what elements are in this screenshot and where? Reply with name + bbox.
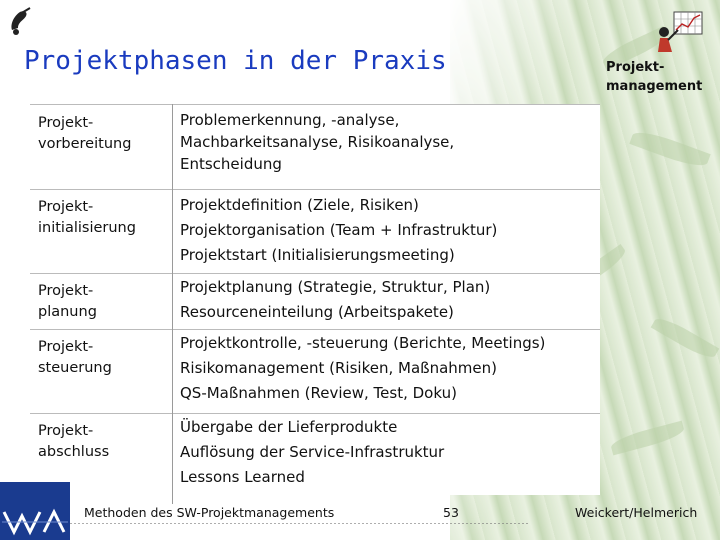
task-item: Projektstart (Initialisierungsmeeting)	[180, 246, 455, 264]
table-row	[30, 413, 600, 495]
phase-name	[38, 281, 168, 323]
corner-label-line1: Projekt-	[606, 60, 665, 75]
table-row	[30, 273, 600, 330]
phase-name	[38, 113, 168, 155]
footer-page-number: 53	[443, 505, 459, 520]
institute-logo	[0, 482, 70, 540]
task-item: Risikomanagement (Risiken, Maßnahmen)	[180, 359, 497, 377]
task-item: Projektorganisation (Team + Infrastruktur)	[180, 221, 498, 239]
phase-name-line2: steuerung	[38, 360, 112, 376]
pencil-hand-icon	[6, 6, 34, 36]
column-divider	[172, 104, 173, 504]
task-item: Auflösung der Service-Infrastruktur	[180, 443, 445, 461]
task-item: QS-Maßnahmen (Review, Test, Doku)	[180, 384, 457, 402]
phase-name	[38, 337, 168, 379]
phase-tasks	[180, 193, 610, 268]
page-title: Projektphasen in der Praxis	[24, 46, 447, 76]
phase-name-line2: abschluss	[38, 444, 110, 460]
corner-label-line2: management	[606, 79, 703, 94]
footer-course: Methoden des SW-Projektmanagements	[84, 505, 335, 520]
task-item: Problemerkennung, -analyse,	[180, 111, 400, 129]
task-item: Projektdefinition (Ziele, Risiken)	[180, 196, 419, 214]
task-item: Projektkontrolle, -steuerung (Berichte, Meetings)	[180, 334, 546, 352]
phase-tasks	[180, 275, 610, 325]
phase-name-line2: vorbereitung	[38, 136, 132, 152]
table-row	[30, 105, 600, 190]
footer-authors: Weickert/Helmerich	[575, 505, 698, 520]
corner-label	[606, 58, 716, 96]
phase-name-line1: Projekt-	[38, 115, 94, 131]
phase-name-line1: Projekt-	[38, 283, 94, 299]
task-item: Entscheidung	[180, 155, 282, 173]
chart-presenter-icon	[654, 10, 706, 56]
phase-table	[30, 104, 600, 495]
phase-tasks	[180, 109, 610, 175]
phase-name	[38, 421, 168, 463]
table-row	[30, 189, 600, 274]
phase-name-line1: Projekt-	[38, 423, 94, 439]
task-item: Lessons Learned	[180, 468, 305, 486]
task-item: Übergabe der Lieferprodukte	[180, 418, 398, 436]
phase-name-line1: Projekt-	[38, 339, 94, 355]
phase-name	[38, 197, 168, 239]
phase-name-line2: initialisierung	[38, 220, 136, 236]
phase-name-line1: Projekt-	[38, 199, 94, 215]
task-item: Projektplanung (Strategie, Struktur, Plan)	[180, 278, 491, 296]
table-row	[30, 329, 600, 414]
task-item: Machbarkeitsanalyse, Risikoanalyse,	[180, 133, 455, 151]
phase-tasks	[180, 331, 610, 406]
footer-rule	[70, 523, 530, 524]
task-item: Resourceneinteilung (Arbeitspakete)	[180, 303, 454, 321]
phase-name-line2: planung	[38, 304, 97, 320]
phase-tasks	[180, 415, 610, 490]
